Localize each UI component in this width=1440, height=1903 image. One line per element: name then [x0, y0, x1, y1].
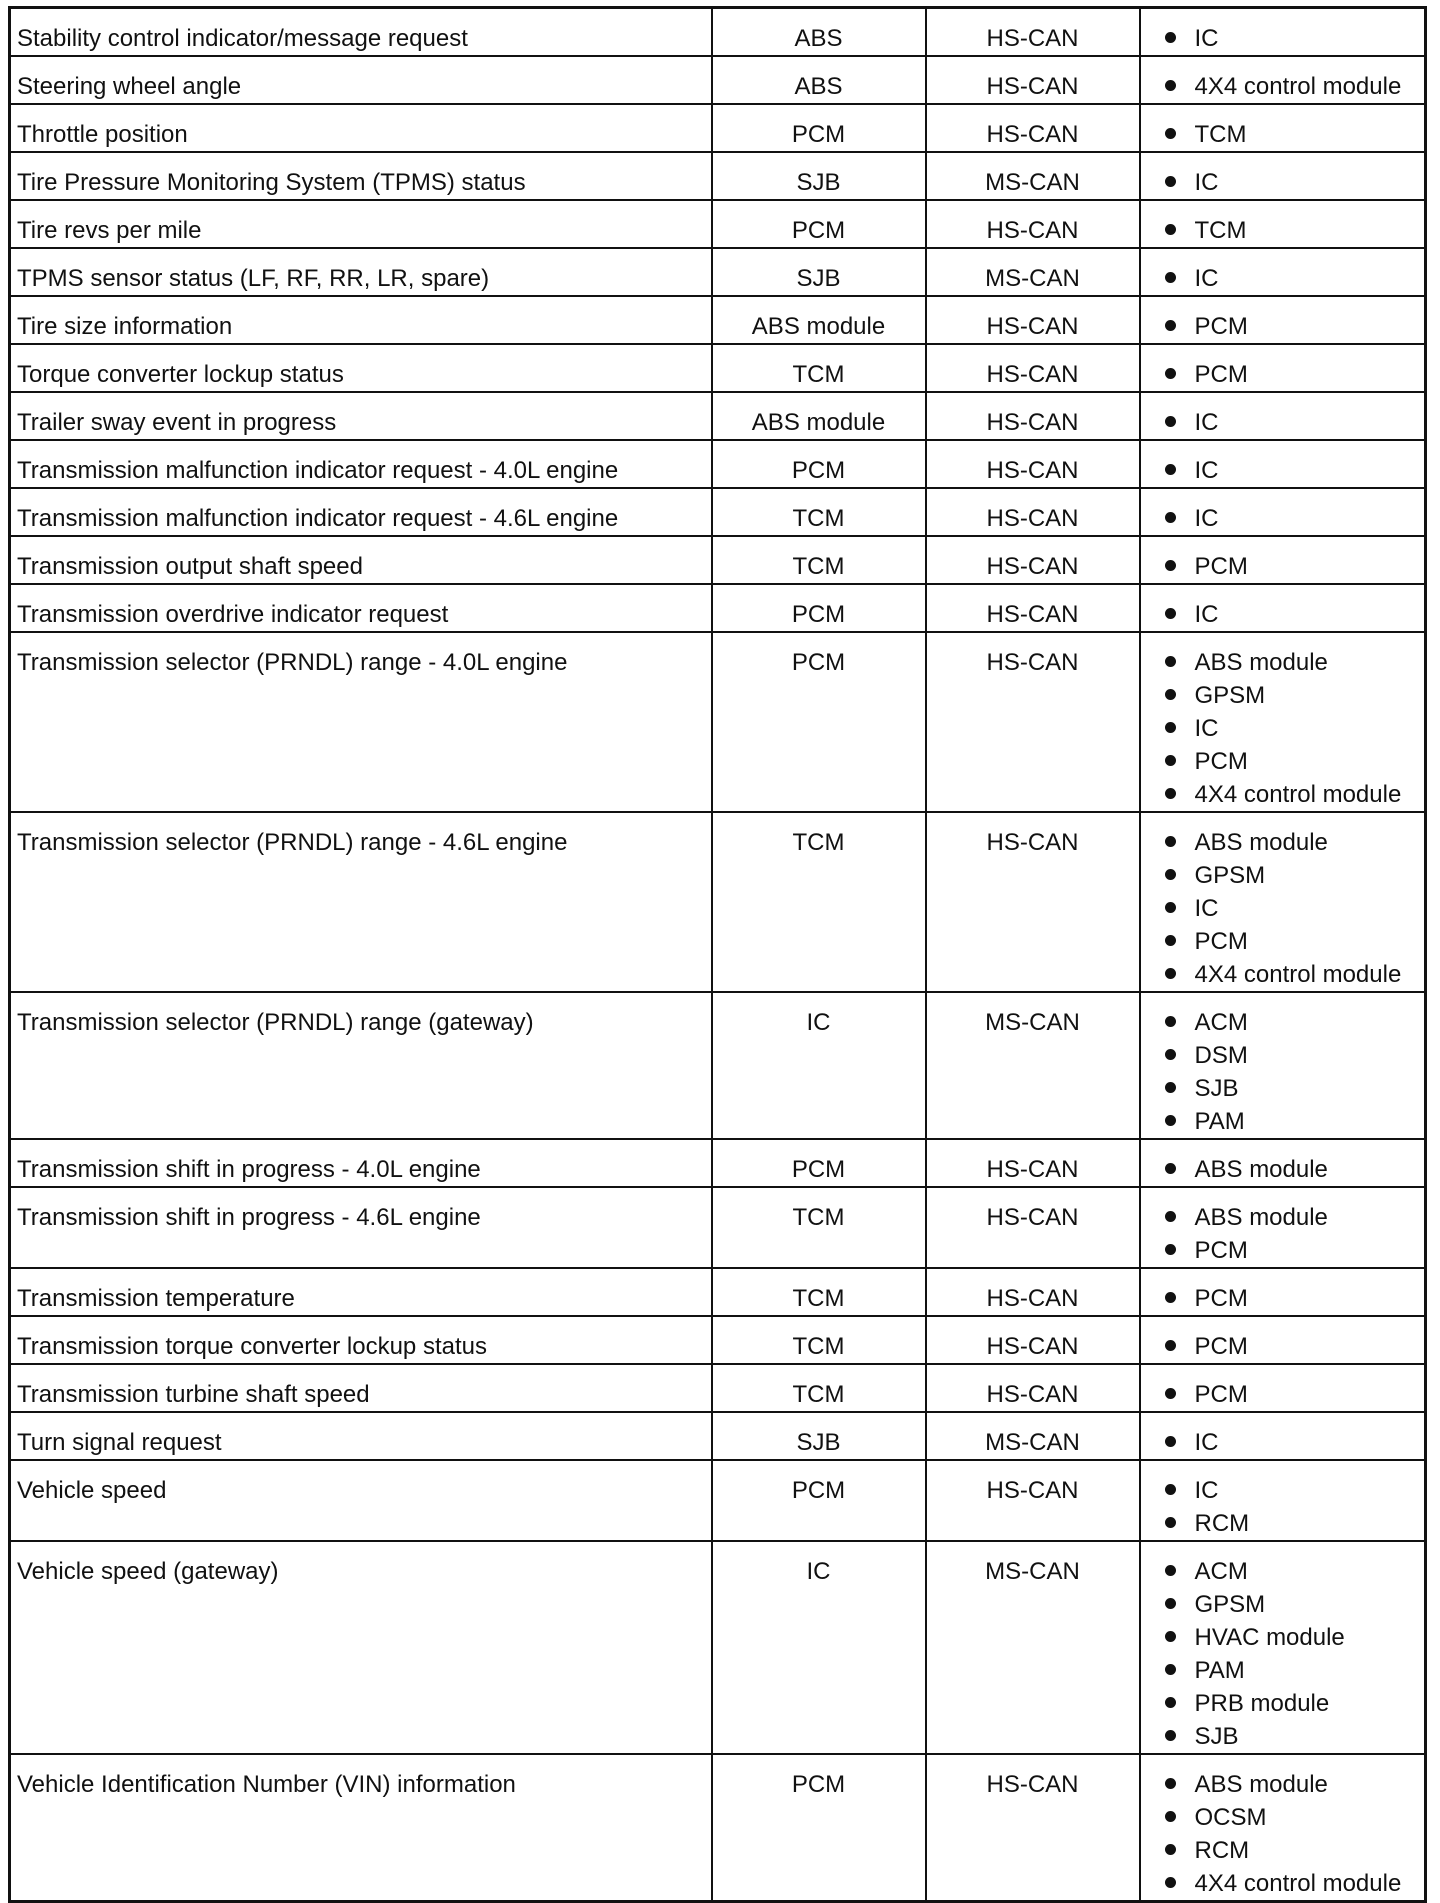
receiving-module-label: IC: [1194, 715, 1219, 742]
table-row: [10, 104, 1426, 152]
message-cell: Transmission turbine shaft speed: [10, 1364, 712, 1412]
receiving-module-item: [1165, 1105, 1419, 1138]
network-cell: HS-CAN: [926, 104, 1140, 152]
receiving-module-label: GPSM: [1194, 862, 1266, 889]
receiving-modules-cell: [1140, 104, 1426, 152]
receiving-modules-cell: [1140, 1316, 1426, 1364]
table-row: [10, 1364, 1426, 1412]
message-cell: Torque converter lockup status: [10, 344, 712, 392]
network-cell: HS-CAN: [926, 1754, 1140, 1902]
receiving-module-item: [1165, 646, 1419, 679]
receiving-module-item: [1165, 1006, 1419, 1039]
receiving-modules-list: [1165, 1426, 1419, 1459]
receiving-module-label: SJB: [1194, 1075, 1239, 1102]
bullet-icon: [1165, 1697, 1176, 1708]
table-row: [10, 1187, 1426, 1268]
originating-module-cell: PCM: [712, 584, 926, 632]
receiving-modules-cell: [1140, 812, 1426, 992]
bullet-icon: [1165, 968, 1176, 979]
receiving-modules-list: [1165, 118, 1419, 151]
network-cell: MS-CAN: [926, 152, 1140, 200]
receiving-module-label: PRB module: [1194, 1690, 1330, 1717]
receiving-modules-list: [1165, 550, 1419, 583]
originating-module-cell: IC: [712, 1541, 926, 1754]
bullet-icon: [1165, 935, 1176, 946]
receiving-module-item: [1165, 1768, 1419, 1801]
table-row: [10, 632, 1426, 812]
receiving-module-label: RCM: [1194, 1510, 1250, 1537]
originating-module-cell: TCM: [712, 1268, 926, 1316]
receiving-modules-cell: [1140, 488, 1426, 536]
receiving-modules-cell: [1140, 536, 1426, 584]
receiving-module-item: [1165, 118, 1419, 151]
receiving-module-item: [1165, 1426, 1419, 1459]
originating-module-cell: ABS: [712, 8, 926, 57]
receiving-modules-list: [1165, 1378, 1419, 1411]
receiving-module-item: [1165, 679, 1419, 712]
originating-module-cell: PCM: [712, 632, 926, 812]
receiving-modules-list: [1165, 166, 1419, 199]
receiving-module-label: ABS module: [1194, 1156, 1328, 1183]
receiving-modules-cell: [1140, 1754, 1426, 1902]
receiving-modules-list: [1165, 1153, 1419, 1186]
receiving-module-item: [1165, 598, 1419, 631]
receiving-modules-cell: [1140, 1412, 1426, 1460]
network-cell: HS-CAN: [926, 488, 1140, 536]
bullet-icon: [1165, 1292, 1176, 1303]
originating-module-cell: TCM: [712, 1316, 926, 1364]
receiving-modules-list: [1165, 598, 1419, 631]
originating-module-cell: TCM: [712, 536, 926, 584]
receiving-module-item: [1165, 358, 1419, 391]
network-cell: HS-CAN: [926, 1139, 1140, 1187]
bullet-icon: [1165, 1811, 1176, 1822]
receiving-module-label: RCM: [1194, 1837, 1250, 1864]
receiving-module-label: GPSM: [1194, 682, 1266, 709]
originating-module-cell: TCM: [712, 344, 926, 392]
message-cell: Throttle position: [10, 104, 712, 152]
receiving-module-item: [1165, 1153, 1419, 1186]
receiving-modules-cell: [1140, 1139, 1426, 1187]
message-cell: Tire revs per mile: [10, 200, 712, 248]
bullet-icon: [1165, 80, 1176, 91]
receiving-module-label: PCM: [1194, 928, 1248, 955]
table-row: [10, 1460, 1426, 1541]
bullet-icon: [1165, 1730, 1176, 1741]
network-cell: HS-CAN: [926, 8, 1140, 57]
table-row: [10, 8, 1426, 57]
originating-module-cell: TCM: [712, 1364, 926, 1412]
bullet-icon: [1165, 722, 1176, 733]
receiving-module-item: [1165, 1507, 1419, 1540]
receiving-modules-cell: [1140, 1187, 1426, 1268]
receiving-module-label: IC: [1194, 601, 1219, 628]
network-cell: HS-CAN: [926, 1268, 1140, 1316]
network-cell: HS-CAN: [926, 200, 1140, 248]
network-cell: HS-CAN: [926, 632, 1140, 812]
table-row: [10, 584, 1426, 632]
receiving-module-item: [1165, 826, 1419, 859]
receiving-module-label: OCSM: [1194, 1804, 1267, 1831]
receiving-module-label: TCM: [1194, 121, 1247, 148]
message-cell: Transmission selector (PRNDL) range - 4.0L engine: [10, 632, 712, 812]
receiving-module-label: PCM: [1194, 1285, 1248, 1312]
receiving-module-label: IC: [1194, 265, 1219, 292]
table-row: [10, 392, 1426, 440]
receiving-modules-cell: [1140, 8, 1426, 57]
network-cell: HS-CAN: [926, 56, 1140, 104]
receiving-modules-list: [1165, 1474, 1419, 1540]
receiving-modules-cell: [1140, 992, 1426, 1139]
bullet-icon: [1165, 656, 1176, 667]
receiving-module-item: [1165, 1039, 1419, 1072]
originating-module-cell: SJB: [712, 152, 926, 200]
network-cell: HS-CAN: [926, 584, 1140, 632]
message-cell: Transmission output shaft speed: [10, 536, 712, 584]
receiving-module-label: PCM: [1194, 553, 1248, 580]
bullet-icon: [1165, 836, 1176, 847]
receiving-module-label: IC: [1194, 25, 1219, 52]
receiving-module-item: [1165, 550, 1419, 583]
receiving-module-label: 4X4 control module: [1194, 73, 1402, 100]
message-cell: TPMS sensor status (LF, RF, RR, LR, spare): [10, 248, 712, 296]
bullet-icon: [1165, 320, 1176, 331]
bullet-icon: [1165, 1844, 1176, 1855]
bullet-icon: [1165, 1244, 1176, 1255]
message-cell: Transmission shift in progress - 4.6L engine: [10, 1187, 712, 1268]
receiving-module-item: [1165, 1072, 1419, 1105]
bullet-icon: [1165, 1598, 1176, 1609]
bullet-icon: [1165, 560, 1176, 571]
bullet-icon: [1165, 368, 1176, 379]
receiving-modules-cell: [1140, 200, 1426, 248]
originating-module-cell: PCM: [712, 1139, 926, 1187]
bullet-icon: [1165, 755, 1176, 766]
bullet-icon: [1165, 1778, 1176, 1789]
bullet-icon: [1165, 1388, 1176, 1399]
receiving-modules-cell: [1140, 56, 1426, 104]
receiving-modules-cell: [1140, 1268, 1426, 1316]
receiving-modules-cell: [1140, 296, 1426, 344]
bullet-icon: [1165, 1115, 1176, 1126]
bullet-icon: [1165, 32, 1176, 43]
originating-module-cell: ABS module: [712, 296, 926, 344]
network-cell: HS-CAN: [926, 1187, 1140, 1268]
table-row: [10, 56, 1426, 104]
receiving-module-label: ABS module: [1194, 1204, 1328, 1231]
bullet-icon: [1165, 1211, 1176, 1222]
receiving-module-item: [1165, 1234, 1419, 1267]
bullet-icon: [1165, 788, 1176, 799]
receiving-module-item: [1165, 454, 1419, 487]
receiving-module-item: [1165, 1201, 1419, 1234]
receiving-module-item: [1165, 778, 1419, 811]
bullet-icon: [1165, 1163, 1176, 1174]
receiving-module-label: PCM: [1194, 1237, 1248, 1264]
bullet-icon: [1165, 1082, 1176, 1093]
receiving-modules-cell: [1140, 1460, 1426, 1541]
receiving-modules-list: [1165, 70, 1419, 103]
bullet-icon: [1165, 1340, 1176, 1351]
receiving-module-item: [1165, 1801, 1419, 1834]
receiving-module-item: [1165, 1720, 1419, 1753]
receiving-modules-cell: [1140, 440, 1426, 488]
bullet-icon: [1165, 464, 1176, 475]
receiving-module-label: ABS module: [1194, 829, 1328, 856]
receiving-module-label: DSM: [1194, 1042, 1248, 1069]
receiving-module-item: [1165, 1588, 1419, 1621]
bullet-icon: [1165, 128, 1176, 139]
message-cell: Vehicle Identification Number (VIN) information: [10, 1754, 712, 1902]
table-body: [10, 8, 1426, 1902]
originating-module-cell: IC: [712, 992, 926, 1139]
message-cell: Transmission selector (PRNDL) range - 4.6L engine: [10, 812, 712, 992]
originating-module-cell: TCM: [712, 812, 926, 992]
receiving-modules-cell: [1140, 344, 1426, 392]
receiving-module-item: [1165, 1474, 1419, 1507]
receiving-module-label: SJB: [1194, 1723, 1239, 1750]
network-cell: HS-CAN: [926, 344, 1140, 392]
message-cell: Trailer sway event in progress: [10, 392, 712, 440]
table-row: [10, 488, 1426, 536]
originating-module-cell: SJB: [712, 248, 926, 296]
network-cell: HS-CAN: [926, 1316, 1140, 1364]
receiving-module-label: IC: [1194, 505, 1219, 532]
receiving-modules-list: [1165, 358, 1419, 391]
receiving-module-label: ACM: [1194, 1558, 1248, 1585]
originating-module-cell: PCM: [712, 200, 926, 248]
receiving-module-item: [1165, 1834, 1419, 1867]
network-cell: HS-CAN: [926, 1460, 1140, 1541]
receiving-module-label: ACM: [1194, 1009, 1248, 1036]
receiving-modules-list: [1165, 262, 1419, 295]
bullet-icon: [1165, 608, 1176, 619]
network-cell: HS-CAN: [926, 440, 1140, 488]
network-cell: HS-CAN: [926, 536, 1140, 584]
network-cell: HS-CAN: [926, 392, 1140, 440]
table-row: [10, 1316, 1426, 1364]
bullet-icon: [1165, 1664, 1176, 1675]
originating-module-cell: ABS: [712, 56, 926, 104]
originating-module-cell: PCM: [712, 440, 926, 488]
receiving-modules-list: [1165, 1768, 1419, 1900]
receiving-modules-cell: [1140, 248, 1426, 296]
receiving-module-item: [1165, 859, 1419, 892]
bullet-icon: [1165, 1436, 1176, 1447]
receiving-module-item: [1165, 1687, 1419, 1720]
bullet-icon: [1165, 1049, 1176, 1060]
receiving-module-label: PCM: [1194, 361, 1248, 388]
bullet-icon: [1165, 1016, 1176, 1027]
receiving-module-label: GPSM: [1194, 1591, 1266, 1618]
receiving-modules-list: [1165, 1330, 1419, 1363]
receiving-module-item: [1165, 712, 1419, 745]
receiving-modules-list: [1165, 214, 1419, 247]
receiving-modules-list: [1165, 454, 1419, 487]
receiving-modules-list: [1165, 1006, 1419, 1138]
message-cell: Transmission malfunction indicator request - 4.6L engine: [10, 488, 712, 536]
bullet-icon: [1165, 416, 1176, 427]
receiving-module-item: [1165, 166, 1419, 199]
message-cell: Transmission overdrive indicator request: [10, 584, 712, 632]
receiving-modules-list: [1165, 1555, 1419, 1753]
receiving-modules-cell: [1140, 1364, 1426, 1412]
bullet-icon: [1165, 224, 1176, 235]
bullet-icon: [1165, 869, 1176, 880]
message-cell: Tire Pressure Monitoring System (TPMS) status: [10, 152, 712, 200]
network-cell: MS-CAN: [926, 1412, 1140, 1460]
receiving-module-item: [1165, 406, 1419, 439]
receiving-modules-list: [1165, 646, 1419, 811]
receiving-module-label: PAM: [1194, 1108, 1245, 1135]
bullet-icon: [1165, 512, 1176, 523]
bullet-icon: [1165, 1877, 1176, 1888]
receiving-module-label: PCM: [1194, 313, 1248, 340]
table-row: [10, 152, 1426, 200]
receiving-module-item: [1165, 310, 1419, 343]
table-row: [10, 1541, 1426, 1754]
message-cell: Turn signal request: [10, 1412, 712, 1460]
network-cell: MS-CAN: [926, 992, 1140, 1139]
table-row: [10, 812, 1426, 992]
receiving-modules-list: [1165, 310, 1419, 343]
message-cell: Stability control indicator/message request: [10, 8, 712, 57]
receiving-modules-cell: [1140, 632, 1426, 812]
table-row: [10, 1139, 1426, 1187]
receiving-module-item: [1165, 262, 1419, 295]
bullet-icon: [1165, 176, 1176, 187]
receiving-module-label: IC: [1194, 1429, 1219, 1456]
receiving-module-item: [1165, 1330, 1419, 1363]
network-cell: HS-CAN: [926, 296, 1140, 344]
receiving-modules-list: [1165, 502, 1419, 535]
receiving-modules-list: [1165, 22, 1419, 55]
receiving-module-label: IC: [1194, 1477, 1219, 1504]
table-row: [10, 440, 1426, 488]
bullet-icon: [1165, 1631, 1176, 1642]
message-cell: Tire size information: [10, 296, 712, 344]
receiving-modules-list: [1165, 406, 1419, 439]
receiving-module-label: IC: [1194, 169, 1219, 196]
receiving-module-item: [1165, 1555, 1419, 1588]
receiving-module-label: ABS module: [1194, 649, 1328, 676]
table-row: [10, 992, 1426, 1139]
receiving-module-item: [1165, 958, 1419, 991]
receiving-module-item: [1165, 892, 1419, 925]
receiving-module-label: IC: [1194, 409, 1219, 436]
network-cell: HS-CAN: [926, 812, 1140, 992]
receiving-module-item: [1165, 1621, 1419, 1654]
receiving-module-label: PAM: [1194, 1657, 1245, 1684]
receiving-module-label: 4X4 control module: [1194, 1870, 1402, 1897]
receiving-modules-cell: [1140, 1541, 1426, 1754]
network-cell: MS-CAN: [926, 1541, 1140, 1754]
message-cell: Steering wheel angle: [10, 56, 712, 104]
network-cell: HS-CAN: [926, 1364, 1140, 1412]
message-cell: Vehicle speed (gateway): [10, 1541, 712, 1754]
table-row: [10, 296, 1426, 344]
message-cell: Vehicle speed: [10, 1460, 712, 1541]
receiving-module-item: [1165, 1378, 1419, 1411]
message-cell: Transmission torque converter lockup status: [10, 1316, 712, 1364]
receiving-module-item: [1165, 1867, 1419, 1900]
bullet-icon: [1165, 1517, 1176, 1528]
table-row: [10, 1268, 1426, 1316]
message-cell: Transmission temperature: [10, 1268, 712, 1316]
receiving-modules-list: [1165, 826, 1419, 991]
bullet-icon: [1165, 902, 1176, 913]
table-row: [10, 200, 1426, 248]
receiving-module-label: PCM: [1194, 1381, 1248, 1408]
originating-module-cell: PCM: [712, 1754, 926, 1902]
table-row: [10, 536, 1426, 584]
table-row: [10, 248, 1426, 296]
message-cell: Transmission selector (PRNDL) range (gateway): [10, 992, 712, 1139]
receiving-modules-cell: [1140, 392, 1426, 440]
message-cell: Transmission malfunction indicator request - 4.0L engine: [10, 440, 712, 488]
network-message-table: [8, 6, 1427, 1903]
originating-module-cell: SJB: [712, 1412, 926, 1460]
bullet-icon: [1165, 1565, 1176, 1576]
receiving-module-label: IC: [1194, 457, 1219, 484]
network-cell: MS-CAN: [926, 248, 1140, 296]
receiving-module-item: [1165, 1282, 1419, 1315]
receiving-module-item: [1165, 22, 1419, 55]
bullet-icon: [1165, 1484, 1176, 1495]
receiving-module-item: [1165, 214, 1419, 247]
message-cell: Transmission shift in progress - 4.0L engine: [10, 1139, 712, 1187]
receiving-module-item: [1165, 1654, 1419, 1687]
receiving-module-item: [1165, 745, 1419, 778]
receiving-module-label: ABS module: [1194, 1771, 1328, 1798]
originating-module-cell: PCM: [712, 1460, 926, 1541]
receiving-modules-cell: [1140, 152, 1426, 200]
table-row: [10, 1412, 1426, 1460]
receiving-module-label: HVAC module: [1194, 1624, 1345, 1651]
bullet-icon: [1165, 689, 1176, 700]
table-row: [10, 344, 1426, 392]
originating-module-cell: ABS module: [712, 392, 926, 440]
receiving-modules-list: [1165, 1282, 1419, 1315]
originating-module-cell: PCM: [712, 104, 926, 152]
receiving-modules-list: [1165, 1201, 1419, 1267]
receiving-module-item: [1165, 502, 1419, 535]
receiving-module-item: [1165, 70, 1419, 103]
receiving-module-label: IC: [1194, 895, 1219, 922]
receiving-module-label: TCM: [1194, 217, 1247, 244]
receiving-module-label: PCM: [1194, 748, 1248, 775]
originating-module-cell: TCM: [712, 488, 926, 536]
table-row: [10, 1754, 1426, 1902]
bullet-icon: [1165, 272, 1176, 283]
receiving-module-label: 4X4 control module: [1194, 781, 1402, 808]
receiving-module-item: [1165, 925, 1419, 958]
receiving-module-label: 4X4 control module: [1194, 961, 1402, 988]
receiving-module-label: PCM: [1194, 1333, 1248, 1360]
receiving-modules-cell: [1140, 584, 1426, 632]
originating-module-cell: TCM: [712, 1187, 926, 1268]
